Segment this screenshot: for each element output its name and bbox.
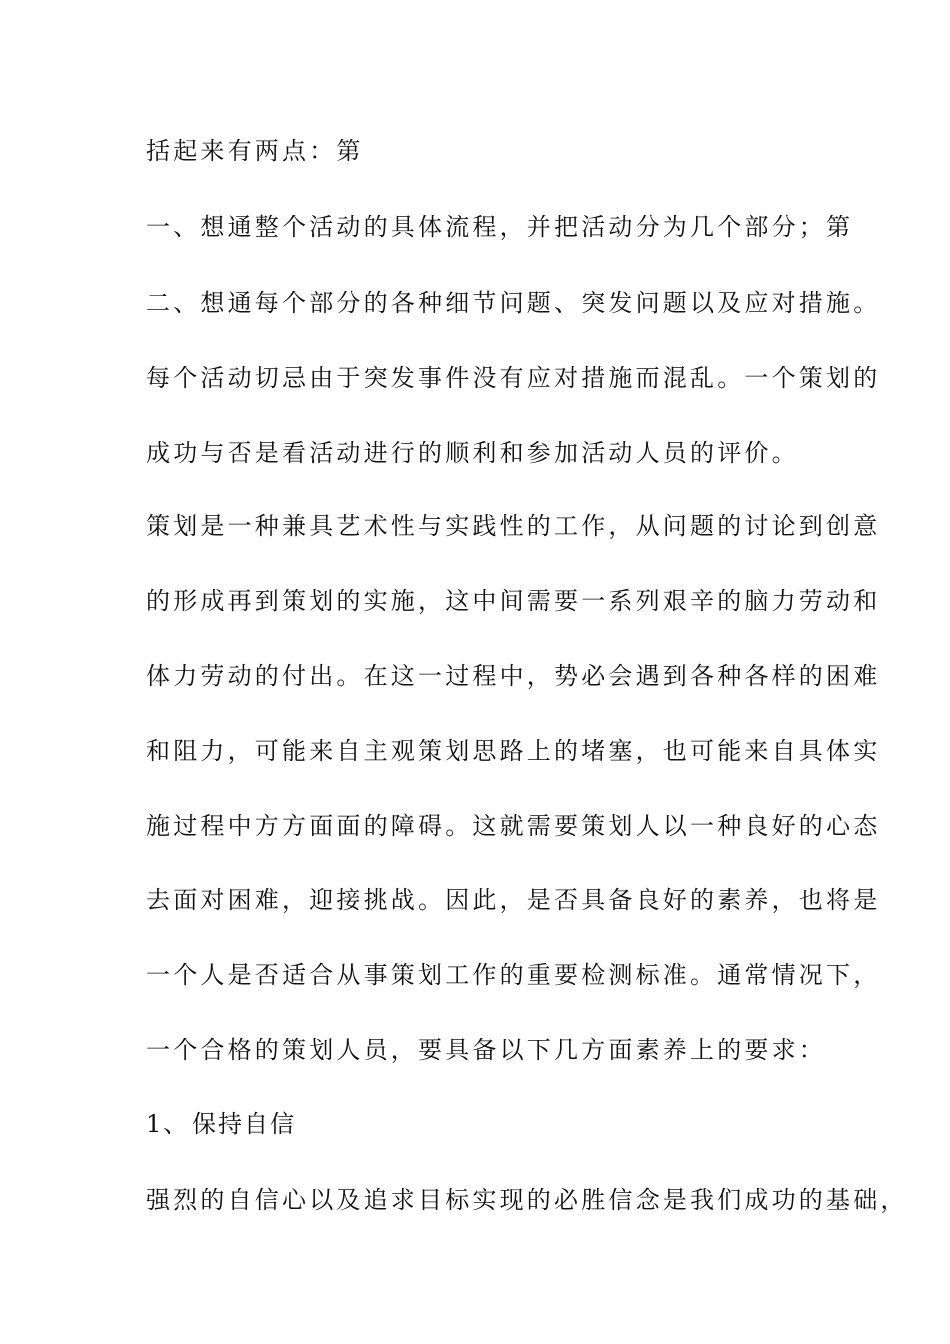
paragraph-line: 每个活动切忌由于突发事件没有应对措施而混乱。一个策划的 (146, 364, 881, 392)
paragraph-line: 一、想通整个活动的具体流程，并把活动分为几个部分；第 (146, 213, 854, 241)
paragraph-line: 二、想通每个部分的各种细节问题、突发问题以及应对措施。 (146, 289, 881, 317)
section-number: 1、 (146, 1110, 190, 1138)
paragraph-line: 体力劳动的付出。在这一过程中，势必会遇到各种各样的困难 (146, 662, 881, 690)
section-heading (146, 1106, 836, 1142)
paragraph-line: 去面对困难，迎接挑战。因此，是否具备良好的素养，也将是 (146, 886, 881, 914)
paragraph-line: 括起来有两点：第 (146, 137, 364, 165)
paragraph-line: 强烈的自信心以及追求目标实现的必胜信念是我们成功的基础， (146, 1186, 908, 1214)
paragraph-line: 一个合格的策划人员，要具备以下几方面素养上的要求： (146, 1036, 826, 1064)
paragraph-line: 的形成再到策划的实施，这中间需要一系列艰辛的脑力劳动和 (146, 587, 881, 615)
paragraph-line: 施过程中方方面面的障碍。这就需要策划人以一种良好的心态 (146, 812, 881, 840)
section-title: 保持自信 (192, 1110, 296, 1138)
paragraph-line: 成功与否是看活动进行的顺利和参加活动人员的评价。 (146, 439, 799, 467)
paragraph-line: 一个人是否适合从事策划工作的重要检测标准。通常情况下， (146, 961, 881, 989)
paragraph-line: 策划是一种兼具艺术性与实践性的工作，从问题的讨论到创意 (146, 512, 881, 540)
paragraph-line: 和阻力，可能来自主观策划思路上的堵塞，也可能来自具体实 (146, 737, 881, 765)
